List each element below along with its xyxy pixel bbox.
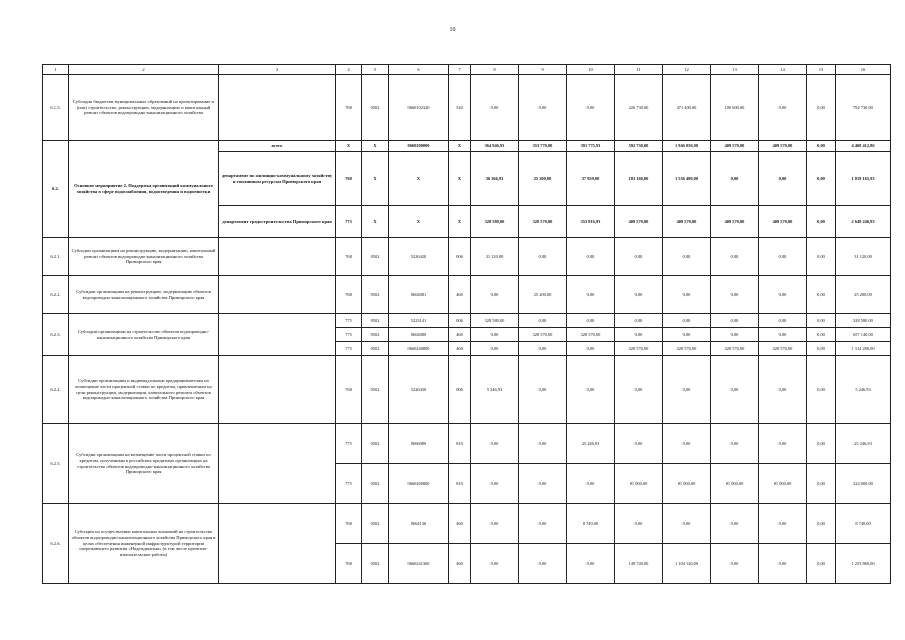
table-row [43, 75, 891, 141]
value-cell: 324 000,00 [836, 464, 891, 504]
value-cell: 768 [336, 504, 362, 544]
budget-table [42, 64, 891, 584]
column-header: 4 [336, 65, 362, 75]
item-number: 6.2.4. [43, 356, 69, 424]
table-row [43, 314, 891, 328]
value-cell: 0,00 [519, 314, 567, 328]
value-cell: 592 730,00 [615, 141, 663, 152]
value-cell: 0,00 [711, 504, 759, 544]
value-cell: 149 740,00 [615, 544, 663, 584]
value-cell: 460 [449, 342, 471, 356]
item-name: Субсидии организациям на строительство объектов водопроводно-канализационного хозяйства Приморского края [69, 314, 219, 356]
item-name: Субсидии организациям и индивидуальным предпринимателям на возмещение части процентной ставки по кредитам, привлекаемым на цели реконструкции, модернизации, капитального ремонта объектов водопроводно-канализационного хозяйства Приморского края [69, 356, 219, 424]
value-cell: 0,00 [567, 75, 615, 141]
value-cell: X [449, 206, 471, 238]
value-cell: 775 [336, 424, 362, 464]
value-cell: 81 000,00 [759, 464, 807, 504]
value-cell: 0660192320 [389, 75, 449, 141]
value-cell: 0660260800 [389, 464, 449, 504]
value-cell: 409 570,00 [759, 206, 807, 238]
value-cell: 0502 [362, 504, 389, 544]
value-cell: 100 600,00 [711, 75, 759, 141]
value-cell: 0,00 [759, 328, 807, 342]
value-cell: 4 468 412,86 [836, 141, 891, 152]
value-cell: 775 [336, 206, 362, 238]
column-header: 3 [219, 65, 336, 75]
value-cell: 0,00 [663, 238, 711, 276]
value-cell: 0,00 [807, 206, 836, 238]
item-number: 6.1.3. [43, 75, 69, 141]
value-cell: 5 246,93 [836, 356, 891, 424]
value-cell: 0,00 [663, 328, 711, 342]
executor-cell [219, 424, 336, 504]
value-cell: 0,00 [759, 152, 807, 206]
column-header: 5 [362, 65, 389, 75]
value-cell: 328 580,00 [471, 314, 519, 328]
value-cell: 0,00 [471, 276, 519, 314]
item-name: Субсидии на осуществление капитальных вложений на строительство объектов водопроводно-канализационного хозяйства Приморского края в целях обеспечения инженерной инфраструктурой территории опережающего развития «Надеждинская» (в том числе проектно-изыскательские работы) [69, 504, 219, 584]
value-cell: 328 570,00 [711, 342, 759, 356]
table-row [43, 356, 891, 424]
item-number: 6.2.3. [43, 314, 69, 356]
value-cell: 0,00 [471, 464, 519, 504]
item-number: 6.2.1. [43, 238, 69, 276]
value-cell: 25 200,00 [836, 276, 891, 314]
value-cell: X [449, 141, 471, 152]
column-header: 15 [807, 65, 836, 75]
value-cell: 409 570,00 [615, 206, 663, 238]
executor-cell [219, 75, 336, 141]
value-cell: 0,00 [663, 276, 711, 314]
value-cell: 2 649 246,93 [836, 206, 891, 238]
value-cell: 0660200000 [389, 141, 449, 152]
value-cell: 25 200,00 [519, 276, 567, 314]
value-cell: 353 770,00 [519, 141, 567, 152]
item-name: Субсидии бюджетам муниципальных образований на проектирование и (или) строительство, реконструкцию, модернизацию и капитальный ремонт объектов водопроводно-канализационного хозяйства [69, 75, 219, 141]
column-header: 14 [759, 65, 807, 75]
executor-cell: департамент градостроительства Приморского края [219, 206, 336, 238]
value-cell: 0,00 [807, 238, 836, 276]
value-cell: 25 200,00 [519, 152, 567, 206]
item-number: 6.2.5. [43, 424, 69, 504]
value-cell: 0,00 [807, 75, 836, 141]
value-cell: 409 570,00 [759, 141, 807, 152]
value-cell: 0,00 [567, 356, 615, 424]
value-cell: 0,00 [759, 356, 807, 424]
value-cell: 768 [336, 356, 362, 424]
value-cell: 460 [449, 276, 471, 314]
table-row [43, 276, 891, 314]
value-cell: 0,00 [807, 328, 836, 342]
value-cell: 81 000,00 [663, 464, 711, 504]
column-header: 10 [567, 65, 615, 75]
value-cell: 0502 [362, 276, 389, 314]
column-header: 11 [615, 65, 663, 75]
value-cell: X [449, 152, 471, 206]
value-cell: 0,00 [519, 342, 567, 356]
value-cell: 328 570,00 [567, 328, 615, 342]
value-cell: 0502 [362, 238, 389, 276]
value-cell: 0502 [362, 464, 389, 504]
value-cell: 0,00 [519, 544, 567, 584]
value-cell: 0,00 [519, 356, 567, 424]
value-cell: 0,00 [567, 314, 615, 328]
value-cell: 0,00 [807, 464, 836, 504]
value-cell: 0,00 [759, 276, 807, 314]
value-cell: 768 [336, 276, 362, 314]
value-cell: 5 246,93 [471, 356, 519, 424]
value-cell: 328 580,00 [836, 314, 891, 328]
value-cell: 0,00 [807, 424, 836, 464]
value-cell: 0,00 [519, 464, 567, 504]
item-number: 6.2.6. [43, 504, 69, 584]
value-cell: 0,00 [711, 314, 759, 328]
value-cell: 0,00 [471, 75, 519, 141]
value-cell: 0,00 [759, 424, 807, 464]
value-cell: 0502 [362, 314, 389, 328]
value-cell: 0,00 [759, 314, 807, 328]
value-cell: 810 [449, 424, 471, 464]
value-cell: 006 [449, 356, 471, 424]
value-cell: 0,00 [807, 276, 836, 314]
value-cell: 0,00 [567, 342, 615, 356]
value-cell: 1 314 280,00 [836, 342, 891, 356]
table-row [43, 141, 891, 152]
value-cell: 0,00 [759, 544, 807, 584]
column-header: 6 [389, 65, 449, 75]
header-row [43, 65, 891, 75]
value-cell: 328 570,00 [663, 342, 711, 356]
value-cell: 31 120,00 [471, 238, 519, 276]
value-cell: 0664136 [389, 504, 449, 544]
executor-cell: всего [219, 141, 336, 152]
value-cell: X [362, 152, 389, 206]
value-cell: 5226420 [389, 238, 449, 276]
value-cell: 409 570,00 [663, 206, 711, 238]
column-header: 13 [711, 65, 759, 75]
value-cell: X [389, 206, 449, 238]
column-header: 7 [449, 65, 471, 75]
item-name: Основное мероприятие 2. Поддержка организаций коммунального хозяйства в сфере водоснабжения, водоотведения и водоочистки [69, 141, 219, 238]
value-cell: 0,00 [663, 504, 711, 544]
value-cell: 0,00 [615, 328, 663, 342]
value-cell: 0,00 [807, 141, 836, 152]
table-row [43, 424, 891, 464]
value-cell: 0660241360 [389, 544, 449, 584]
value-cell: 1 536 480,00 [663, 152, 711, 206]
value-cell: X [362, 206, 389, 238]
value-cell: 81 000,00 [615, 464, 663, 504]
item-name: Субсидии организациям на реконструкцию, модернизацию, капитальный ремонт объектов водопроводно-канализационного хозяйства Приморского края [69, 238, 219, 276]
value-cell: 364 946,93 [471, 141, 519, 152]
value-cell: 0664081 [389, 276, 449, 314]
value-cell: 460 [449, 544, 471, 584]
value-cell: 0,00 [615, 314, 663, 328]
value-cell: 0,00 [471, 504, 519, 544]
item-number: 6.2.2. [43, 276, 69, 314]
value-cell: 0,00 [663, 424, 711, 464]
value-cell: X [389, 152, 449, 206]
value-cell: 0,00 [807, 356, 836, 424]
value-cell: 31 120,00 [836, 238, 891, 276]
value-cell: 36 366,93 [471, 152, 519, 206]
value-cell: 25 246,93 [836, 424, 891, 464]
value-cell: 328 570,00 [759, 342, 807, 356]
value-cell: 0,00 [759, 504, 807, 544]
item-name: Субсидии организациям на реконструкцию, модернизацию объектов водопроводно-канализационного хозяйства Приморского края [69, 276, 219, 314]
value-cell: 409 570,00 [711, 141, 759, 152]
value-cell: 0502 [362, 328, 389, 342]
value-cell: 0,00 [615, 424, 663, 464]
value-cell: 0,00 [711, 356, 759, 424]
value-cell: 0,00 [711, 544, 759, 584]
value-cell: 1 104 120,00 [663, 544, 711, 584]
value-cell: 792 730,00 [836, 75, 891, 141]
value-cell: 0,00 [711, 152, 759, 206]
value-cell: 0,00 [759, 75, 807, 141]
column-header: 8 [471, 65, 519, 75]
value-cell: 520 [449, 75, 471, 141]
column-header: 1 [43, 65, 69, 75]
value-cell: 0,00 [519, 75, 567, 141]
value-cell: 657 140,00 [836, 328, 891, 342]
value-cell: 0,00 [615, 356, 663, 424]
value-cell: 0502 [362, 544, 389, 584]
table-row [43, 504, 891, 544]
value-cell: 183 160,00 [615, 152, 663, 206]
value-cell: 0,00 [663, 356, 711, 424]
value-cell: 328 570,00 [615, 342, 663, 356]
executor-cell [219, 504, 336, 584]
value-cell: 471 400,00 [663, 75, 711, 141]
executor-cell [219, 314, 336, 356]
value-cell: 0664080 [389, 328, 449, 342]
value-cell: 0,00 [615, 276, 663, 314]
value-cell: 37 959,00 [567, 152, 615, 206]
value-cell: 006 [449, 238, 471, 276]
value-cell: 1 946 050,00 [663, 141, 711, 152]
value-cell: 0,00 [807, 152, 836, 206]
value-cell: 0,00 [471, 424, 519, 464]
value-cell: 0,00 [615, 238, 663, 276]
value-cell: 775 [336, 314, 362, 328]
value-cell: 0502 [362, 75, 389, 141]
value-cell: 0,00 [807, 342, 836, 356]
value-cell: 81 000,00 [711, 464, 759, 504]
value-cell: 0,00 [663, 314, 711, 328]
value-cell: 0,00 [807, 544, 836, 584]
value-cell: 0,00 [471, 342, 519, 356]
value-cell: 775 [336, 328, 362, 342]
value-cell: 0502 [362, 342, 389, 356]
value-cell: 768 [336, 544, 362, 584]
column-header: 9 [519, 65, 567, 75]
value-cell: 775 [336, 342, 362, 356]
value-cell: 0660240800 [389, 342, 449, 356]
value-cell: 0,00 [711, 276, 759, 314]
value-cell: X [362, 141, 389, 152]
value-cell: 0,00 [519, 238, 567, 276]
column-header: 12 [663, 65, 711, 75]
value-cell: 0,00 [807, 504, 836, 544]
value-cell: 768 [336, 238, 362, 276]
value-cell: 768 [336, 152, 362, 206]
value-cell: 0,00 [471, 544, 519, 584]
value-cell: 0502 [362, 424, 389, 464]
value-cell: 328 570,00 [519, 206, 567, 238]
value-cell: 0,00 [711, 424, 759, 464]
value-cell: 0,00 [519, 504, 567, 544]
value-cell: 5226430 [389, 356, 449, 424]
executor-cell: департамент по жилищно-коммунальному хозяйству и топливным ресурсам Приморского края [219, 152, 336, 206]
column-header: 2 [69, 65, 219, 75]
value-cell: 328 570,00 [519, 328, 567, 342]
value-cell: 460 [449, 504, 471, 544]
page-number: 10 [449, 27, 456, 33]
value-cell: 0,00 [471, 328, 519, 342]
value-cell: 226 730,00 [615, 75, 663, 141]
value-cell: 460 [449, 328, 471, 342]
value-cell: 5223141 [389, 314, 449, 328]
column-header: 16 [836, 65, 891, 75]
value-cell: 0,00 [567, 464, 615, 504]
value-cell: 328 580,00 [471, 206, 519, 238]
value-cell: 391 775,93 [567, 141, 615, 152]
table-row [43, 238, 891, 276]
executor-cell [219, 238, 336, 276]
value-cell: 1 253 860,00 [836, 544, 891, 584]
value-cell: 006 [449, 314, 471, 328]
executor-cell [219, 356, 336, 424]
item-name: Субсидии организациям на возмещение части процентной ставки по кредитам, полученным в российских кредитных организациях на строительство объектов водопроводно-канализационного хозяйства Приморского края [69, 424, 219, 504]
value-cell: 0,00 [615, 504, 663, 544]
value-cell: 1 819 165,93 [836, 152, 891, 206]
value-cell: 0,00 [807, 314, 836, 328]
value-cell: 0,00 [567, 544, 615, 584]
value-cell: 768 [336, 75, 362, 141]
value-cell: 0,00 [759, 238, 807, 276]
value-cell: 775 [336, 464, 362, 504]
executor-cell [219, 276, 336, 314]
value-cell: 0,00 [567, 276, 615, 314]
value-cell: 0,00 [519, 424, 567, 464]
value-cell: X [336, 141, 362, 152]
value-cell: 0666080 [389, 424, 449, 464]
value-cell: 0,00 [711, 238, 759, 276]
value-cell: 8 740,00 [836, 504, 891, 544]
value-cell: 0,00 [711, 328, 759, 342]
value-cell: 25 246,93 [567, 424, 615, 464]
value-cell: 8 740,00 [567, 504, 615, 544]
value-cell: 810 [449, 464, 471, 504]
value-cell: 0502 [362, 356, 389, 424]
value-cell: 0,00 [567, 238, 615, 276]
item-number: 6.2. [43, 141, 69, 238]
value-cell: 353 816,93 [567, 206, 615, 238]
value-cell: 409 570,00 [711, 206, 759, 238]
